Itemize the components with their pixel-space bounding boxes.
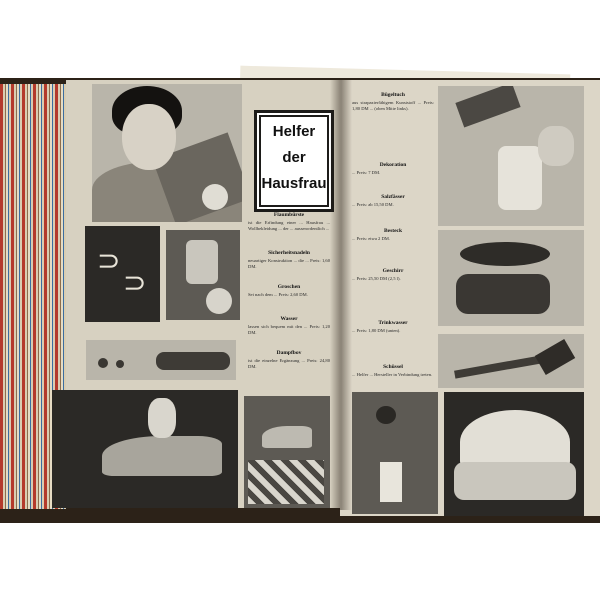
hand-tool-photo (438, 86, 584, 226)
section-text-buegeltuch: aus strapazierfähigem Kunststoff ... Preis: 1,80 DM ... (oben Mitte links). (352, 100, 434, 111)
heading-box (254, 110, 334, 212)
section-title-geschirr: Geschirr (382, 268, 404, 274)
section-title-dampfbov: Dampfbov (276, 350, 302, 356)
section-text-dekoration: ... Preis: 7 DM. (352, 170, 381, 175)
section-title-buegeltuch: Bügeltuch (381, 92, 405, 98)
coin-holder-photo (166, 230, 240, 320)
section-text-sicherheitsnadeln: neuartiger Konstruktion ... die ... Preis: 1,60 DM. (248, 258, 330, 269)
section-title-flaumbuerste: Flaumbürste (273, 212, 305, 218)
water-tap-photo (352, 392, 438, 514)
section-text-dampfbov: ist die einzelne Ergänzung ... Preis: 24,80 DM. (248, 358, 330, 369)
frying-pan-photo (438, 230, 584, 326)
section-title-wasser: Wasser (280, 316, 298, 322)
small-iron-photo (244, 396, 330, 508)
section-text-schuessel: ... Helfer ... Hersteller in Verbindung treten. (352, 372, 433, 377)
section-text-salzfaesser: ... Preis: ab 15,50 DM. (352, 202, 394, 207)
heading-line-1: Helfer (272, 123, 316, 140)
steam-iron-photo (52, 390, 238, 508)
section-text-flaumbuerste: ist die Erfindung einer ... Hausfrau ... Wollbekleidung ... der ... ausserordentlich ... (248, 220, 330, 231)
section-text-wasser: lassen sich bequem mit den ... Preis: 1,20 DM. (248, 324, 330, 335)
cake-server-photo (438, 334, 584, 388)
section-text-groschen: Sei nach dem ... Preis: 2,60 DM. (248, 292, 308, 297)
section-title-salzfaesser: Salzfässer (381, 194, 405, 200)
section-text-besteck: ... Preis: etwa 2 DM. (352, 236, 391, 241)
section-text-geschirr: ... Preis: 25,50 DM (2,5 l). (352, 276, 401, 281)
section-text-trinkwasser: ... Preis: 1,80 DM (unten). (352, 328, 401, 333)
section-title-trinkwasser: Trinkwasser (378, 320, 408, 326)
heading-line-2: der (282, 149, 306, 166)
section-title-schuessel: Schüssel (383, 364, 403, 370)
section-title-groschen: Groschen (277, 284, 301, 290)
safety-pins-photo: ⊃ ⊃ (85, 226, 160, 322)
heading-line-3: Hausfrau (261, 175, 327, 192)
section-title-sicherheitsnadeln: Sicherheitsnadeln (268, 250, 310, 256)
woman-portrait-photo (92, 84, 242, 222)
section-title-dekoration: Dekoration (379, 162, 407, 168)
bottle-photo (86, 340, 236, 380)
background-bottom (0, 523, 600, 600)
section-title-besteck: Besteck (383, 228, 403, 234)
book-gutter (330, 80, 352, 510)
covered-bowl-photo (444, 392, 584, 516)
